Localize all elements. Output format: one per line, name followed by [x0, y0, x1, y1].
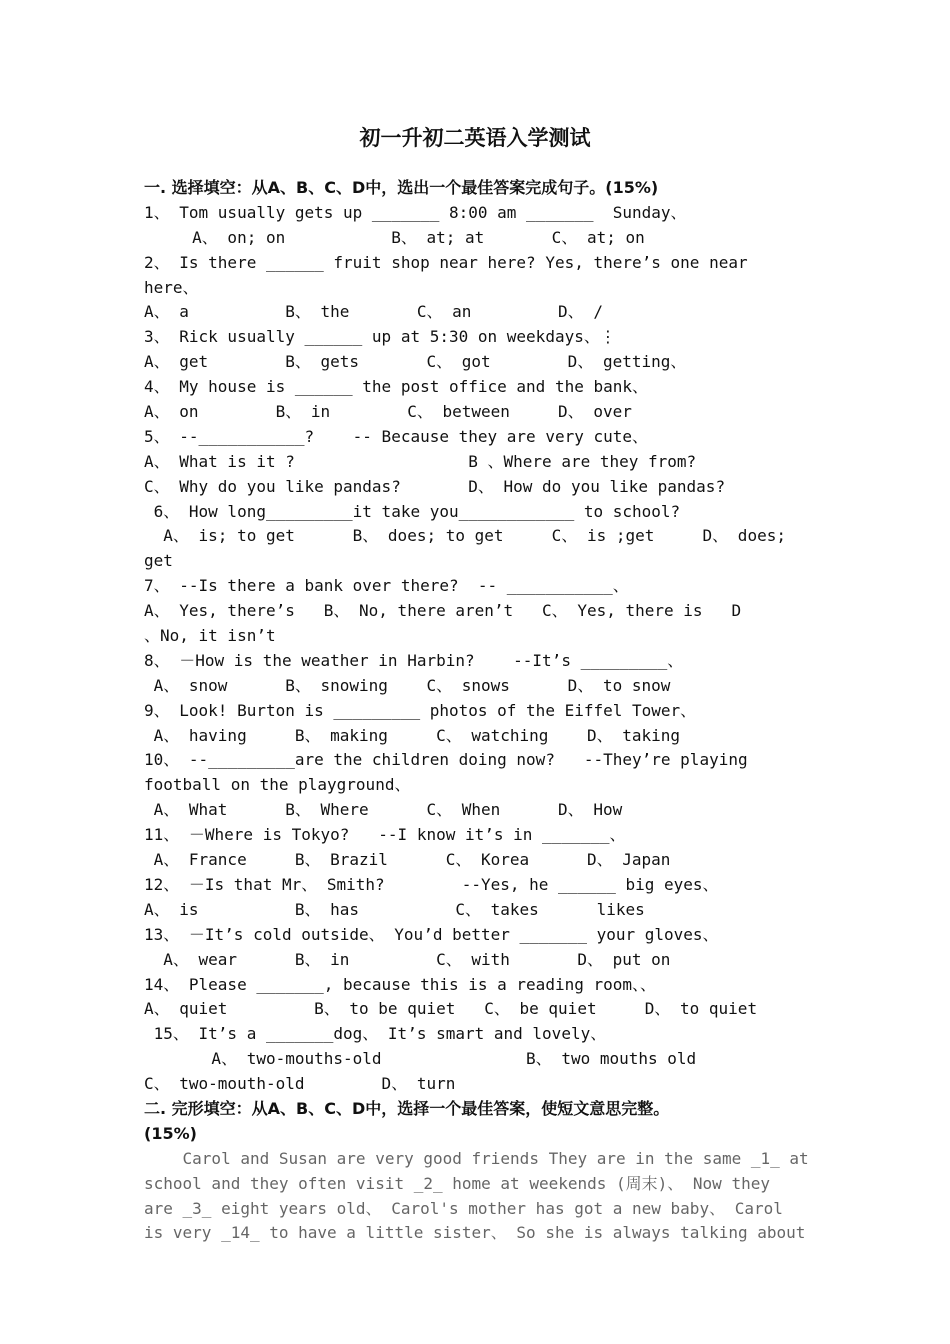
question-line: A、 Yes, there’s B、 No, there aren’t C、 Yes, there is D [144, 601, 742, 621]
question-line: 2、 Is there ______ fruit shop near here? Yes, there’s one near [144, 252, 748, 272]
question-line: 、No, it isn’t [144, 626, 276, 646]
question-line: 3、 Rick usually ______ up at 5:30 on weekdays、⋮ [144, 327, 616, 347]
question-line: A、 a B、 the C、 an D、 / [144, 302, 603, 322]
passage-line: are _3_ eight years old、 Carol's mother has got a new baby、 Carol [144, 1198, 783, 1218]
question-line: 4、 My house is ______ the post office and the bank、 [144, 377, 649, 397]
question-line: here、 [144, 277, 199, 297]
section2-passage [144, 1147, 816, 1247]
question-line: A、 is B、 has C、 takes likes [144, 899, 645, 919]
question-line: 1、 Tom usually gets up _______ 8:00 am _______ Sunday、 [144, 202, 687, 222]
page-title: 初一升初二英语入学测试 [359, 125, 591, 150]
passage-line: is very _14_ to have a little sister、 So she is always talking about [144, 1223, 806, 1243]
question-line: 10、 --_________are the children doing now? --They’re playing [144, 750, 748, 770]
question-line: 8、 －How is the weather in Harbin? --It’s _________、 [144, 650, 684, 670]
passage-line: Carol and Susan are very good friends They are in the same _1_ at [144, 1148, 809, 1168]
question-line: 14、 Please _______, because this is a reading room、、 [144, 974, 657, 994]
question-line: 11、 －Where is Tokyo? --I know it’s in _______、 [144, 825, 626, 845]
question-line: A、 snow B、 snowing C、 snows D、 to snow [144, 675, 671, 695]
question-line: 15、 It’s a _______dog、 It’s smart and lovely、 [144, 1024, 607, 1044]
question-line: football on the playground、 [144, 775, 411, 795]
question-line: 6、 How long_________it take you____________ to school? [144, 501, 681, 521]
question-line: 9、 Look! Burton is _________ photos of the Eiffel Tower、 [144, 700, 697, 720]
question-line: 12、 －Is that Mr、 Smith? --Yes, he ______ big eyes、 [144, 874, 719, 894]
question-line: A、 quiet B、 to be quiet C、 be quiet D、 to quiet [144, 999, 758, 1019]
question-line: 5、 --___________? -- Because they are very cute、 [144, 426, 649, 446]
question-line: C、 Why do you like pandas? D、 How do you like pandas? [144, 476, 726, 496]
question-line: A、 is; to get B、 does; to get C、 is ;get D、 does; [144, 526, 786, 546]
question-line: C、 two-mouth-old D、 turn [144, 1074, 456, 1094]
passage-line: school and they often visit _2_ home at weekends (周末)、 Now they [144, 1173, 770, 1193]
question-line: A、 wear B、 in C、 with D、 put on [144, 949, 671, 969]
section2-heading: 二. 完形填空：从A、B、C、D中，选择一个最佳答案，使短文意思完整。 [144, 1098, 670, 1118]
question-line: A、 having B、 making C、 watching D、 taking [144, 725, 681, 745]
question-line: A、 France B、 Brazil C、 Korea D、 Japan [144, 850, 671, 870]
question-line: A、 What is it ? B 、Where are they from? [144, 451, 697, 471]
section1-heading: 一. 选择填空：从A、B、C、D中，选出一个最佳答案完成句子。(15%) [144, 178, 659, 197]
question-line: A、 two-mouths-old B、 two mouths old [144, 1049, 697, 1069]
section2-heading-cont: (15%) [144, 1123, 197, 1143]
section1-questions [144, 201, 816, 1097]
question-line: get [144, 551, 173, 571]
question-line: 7、 --Is there a bank over there? -- ___________、 [144, 576, 629, 596]
question-line: A、 get B、 gets C、 got D、 getting、 [144, 352, 687, 372]
question-line: A、 on B、 in C、 between D、 over [144, 402, 632, 422]
question-line: A、 What B、 Where C、 When D、 How [144, 800, 623, 820]
question-lines [144, 176, 816, 1246]
question-line: 13、 －It’s cold outside、 You’d better _______ your gloves、 [144, 924, 719, 944]
question-line: A、 on; on B、 at; at C、 at; on [144, 227, 645, 247]
